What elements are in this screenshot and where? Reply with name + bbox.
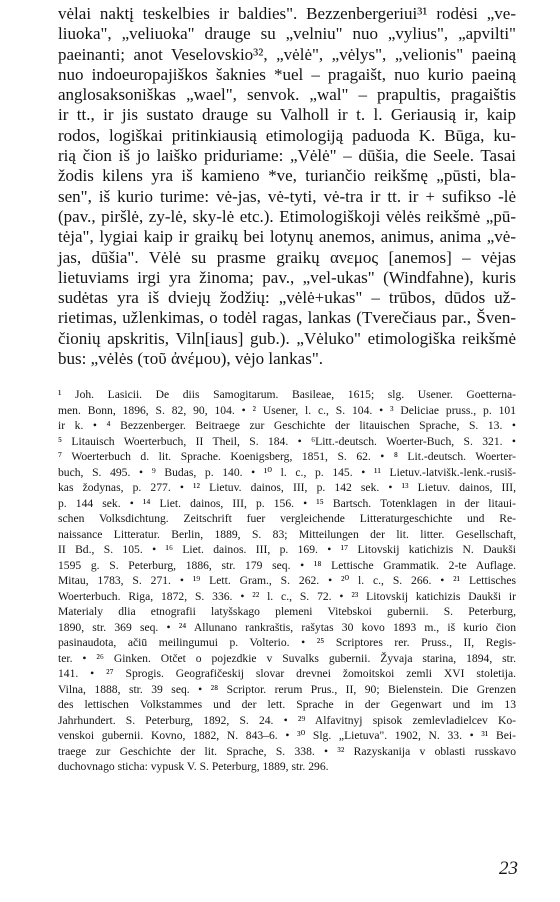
footnote-line: ⁷ Woerterbuch d. lit. Sprache. Koenigsberg, 1851, S. 62. • ⁸ Lit.-deutsch. Woerter- bbox=[58, 450, 516, 463]
footnote-line: kas žodynas, p. 277. • ¹² Lietuv. dainos, III, p. 142 sek. • ¹³ Lietuv. dainos, III, bbox=[58, 481, 516, 494]
text-line: jas, dūšia". Vėlė su prasme graikų ανεμος [anemos] – vėjas bbox=[58, 247, 516, 267]
footnote-line: Materialy dlia etnografii latyšskago plemeni Vitebskoi gubernii. S. Peterburg, bbox=[58, 605, 516, 618]
footnote-line: 141. • ²⁷ Sprogis. Geografičeskij slovar drevnei žomoitskoi zemli XVI stoletija. bbox=[58, 667, 516, 680]
text-line: liuoka", „veliuoka" drauge su „velniu" nuo „vylius", „apvilti" bbox=[58, 24, 516, 44]
footnote-line: men. Bonn, 1896, S. 82, 90, 104. • ² Usener, l. c., S. 104. • ³ Deliciae pruss., p. 101 bbox=[58, 403, 516, 417]
footnote-line: venskoi gubernii. Kovno, 1882, N. 843–6. • ³⁰ Slg. „Lietuva". 1902, N. 33. • ³¹ Bei- bbox=[58, 729, 516, 742]
footnote-line: naissance Litteratur. Berlin, 1889, S. 83; Mitteilungen der lit. litter. Gesellschaft, bbox=[58, 527, 516, 541]
footnote-line: des lettischen Volkstammes und der lett. Sprache in der Gegenwart und im 13 bbox=[58, 698, 516, 711]
main-text bbox=[58, 4, 516, 369]
text-line: paeinanti; anot Veselovskio³², „vėlė", „vėlys", „velionis" paeiną bbox=[58, 44, 516, 64]
text-line: vėlai naktį teskelbies ir baldies". Bezzenbergeriui³¹ rodėsi „ve- bbox=[58, 4, 516, 23]
footnote-line: 1595 g. S. Peterburg, 1886, str. 179 seq. • ¹⁸ Lettische Grammatik. 2-te Auflage. bbox=[58, 558, 516, 572]
footnote-line: ⁵ Litauisch Woerterbuch, II Theil, S. 184. • ⁶Litt.-deutsch. Woerter-Buch, S. 321. • bbox=[58, 434, 516, 448]
text-line: anglosaksoniškas „wael", senvok. „wal" – prapultis, pragaištis bbox=[58, 85, 516, 105]
footnote-line: II Bd., S. 105. • ¹⁶ Liet. dainos. III, p. 169. • ¹⁷ Litovskij katichizis N. Daukši bbox=[58, 543, 516, 556]
footnote-line: Woerterbuch. Riga, 1872, S. 336. • ²² l. c., S. 72. • ²³ Litovskij katichizis Daukši ir bbox=[58, 589, 516, 603]
footnote-line: ter. • ²⁶ Ginken. Otčet o pojezdkie v Suvalks gubernii. Žyvaja starina, 1894, str. bbox=[58, 651, 516, 665]
text-line: sen", iš kurio turime: vė-jas, vė-tyti, vė-tra ir tt. ir + sufikso -lė bbox=[58, 186, 516, 206]
footnote-line: Vilna, 1888, str. 39 seq. • ²⁸ Scriptor. rerum Prus., II, 90; Bielenstein. Die Grenzen bbox=[58, 682, 516, 696]
footnote-line: traege zur Geschichte der lit. Sprache, S. 338. • ³² Razyskanija v oblasti russkavo bbox=[58, 744, 516, 758]
footnote-line: schen Volksdichtung. Zeitschrift fuer vergleichende Litteraturgeschichte und Re- bbox=[58, 512, 516, 525]
text-line: nuo indoeuropajiškos šaknies *uel – pragaišt, nuo kurio paeiną bbox=[58, 64, 516, 84]
text-line: rią čion iš jo laiško priduriame: „Vėlė" – dūšia, die Seele. Tasai bbox=[58, 146, 516, 166]
footnote-line: Jahrhundert. S. Peterburg, 1892, S. 24. • ²⁹ Alfavitnyj spisok zemlevladielcev Ko- bbox=[58, 713, 516, 727]
text-line: rodos, logiškai pritinkiausią etimologiją paduoda K. Būga, ku- bbox=[58, 125, 516, 145]
footnote-line: duchovnago sticha: vypusk V. S. Peterburg, 1889, str. 296. bbox=[58, 760, 329, 773]
page-number: 23 bbox=[499, 858, 518, 879]
text-line: rietimas, užlenkimas, o todėl ragas, lankas (Tverečiaus par., Šven- bbox=[58, 308, 516, 328]
footnote-line: 1890, str. 369 seq. • ²⁴ Allunano rankraštis, rašytas 30 kovo 1893 m., iš kurio čion bbox=[58, 620, 516, 634]
text-line: (pav., piršlė, zy-lė, sky-lė etc.). Etimologiškoji vėlės reikšmė „pū- bbox=[58, 206, 516, 226]
footnote-line: ir k. • ⁴ Bezzenberger. Beitraege zur Geschichte der litauischen Sprache, S. 13. • bbox=[58, 419, 516, 432]
text-line: čionių apskritis, Viln[iaus] gub.). „Vėluko" etimologiška reikšmė bbox=[58, 328, 516, 348]
footnote-line: p. 144 sek. • ¹⁴ Liet. dainos, III, p. 156. • ¹⁵ Bartsch. Totenklagen in der litaui- bbox=[58, 496, 516, 510]
text-line: žodis kilens yra iš kamieno *ve, turiančio reikšmę „pūsti, bla- bbox=[58, 166, 516, 186]
text-line: tėja", lygiai kaip ir graikų bei lotynų anemos, animus, anima „vė- bbox=[58, 227, 516, 247]
text-line: lietuviams irgi yra žinoma; pav., „vel-ukas" (Windfahne), kuris bbox=[58, 267, 516, 287]
footnote-line: buch, S. 495. • ⁹ Budas, p. 140. • ¹⁰ l. c., p. 145. • ¹¹ Lietuv.-latvišk.-lenk.-rusiš- bbox=[58, 465, 516, 479]
footnotes bbox=[58, 387, 516, 775]
footnote-line: pasinaudota, ačiū meilingumui p. Volterio. • ²⁵ Scriptores rer. Pruss., II, Regis- bbox=[58, 636, 516, 649]
footnote-line: Mitau, 1783, S. 271. • ¹⁹ Lett. Gram., S. 262. • ²⁰ l. c., S. 266. • ²¹ Lettisches bbox=[58, 574, 516, 587]
text-line: ir tt., ir jis sustato drauge su Valholl ir t. l. Geriausią ir, kaip bbox=[58, 105, 516, 125]
footnote-line: ¹ Joh. Lasicii. De diis Samogitarum. Basileae, 1615; slg. Usener. Goetterna- bbox=[58, 388, 516, 401]
text-line: sudėtas yra iš dviejų žodžių: „vėlė+ukas" – trūbos, dūdos už- bbox=[58, 288, 516, 308]
text-line: bus: „vėlės (τοῦ ἀνέμου), vėjo lankas". bbox=[58, 349, 324, 369]
